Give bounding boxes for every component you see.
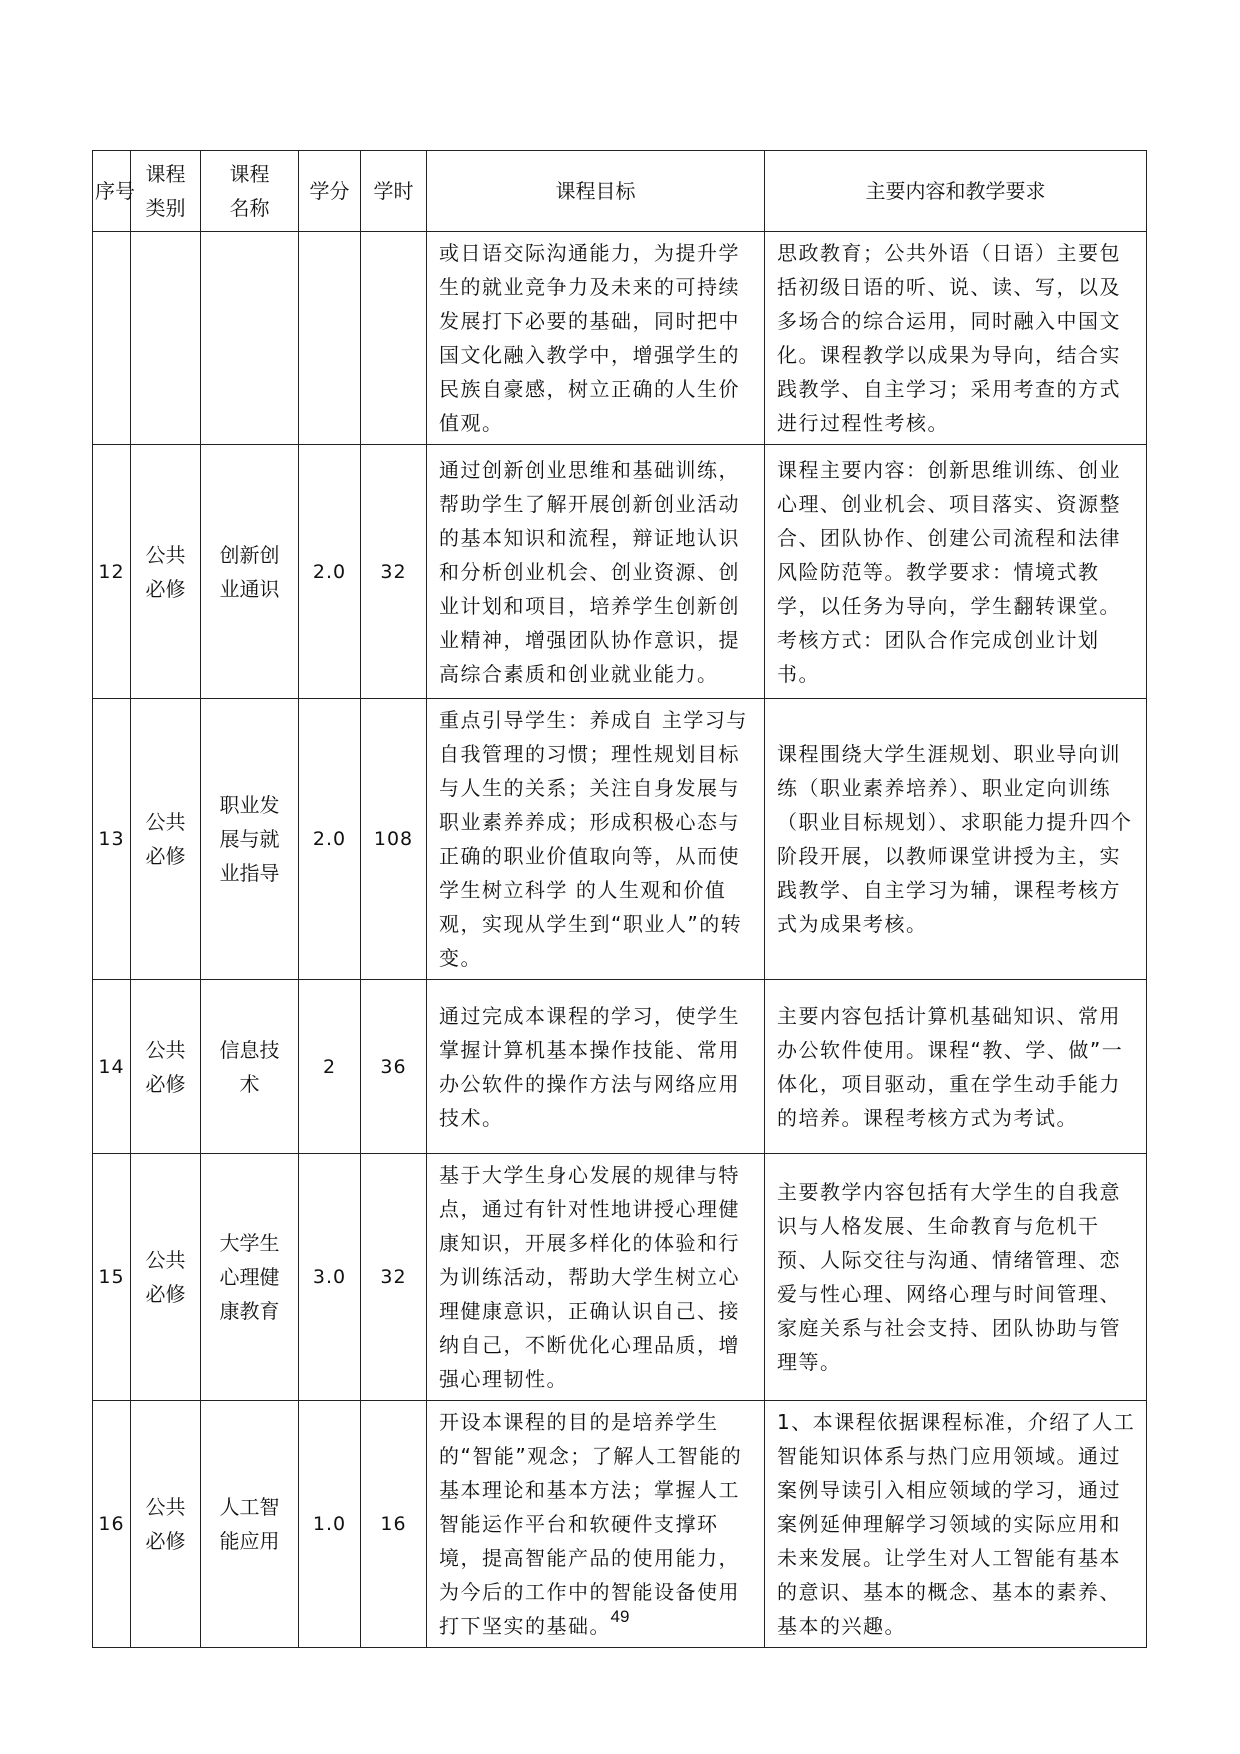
cell-credit: 1.0 <box>299 1401 361 1648</box>
cell-name: 创新创业通识 <box>201 445 299 699</box>
cell-credit: 2.0 <box>299 699 361 980</box>
cell-index: 14 <box>93 980 131 1154</box>
table-row <box>93 699 1147 980</box>
cell-content: 课程主要内容：创新思维训练、创业心理、创业机会、项目落实、资源整合、团队协作、创建公司流程和法律风险防范等。教学要求：情境式教学，以任务为导向，学生翻转课堂。考核方式：团队合作完成创业计划书。 <box>765 445 1147 699</box>
page-number: 49 <box>610 1607 630 1626</box>
cell-name <box>201 232 299 445</box>
cell-hours: 32 <box>361 445 427 699</box>
cell-content: 1、本课程依据课程标准，介绍了人工智能知识体系与热门应用领域。通过案例导读引入相应领域的学习，通过案例延伸理解学习领域的实际应用和未来发展。让学生对人工智能有基本的意识、基本的概念、基本的素养、基本的兴趣。 <box>765 1401 1147 1648</box>
cell-content: 思政教育；公共外语（日语）主要包括初级日语的听、说、读、写，以及多场合的综合运用，同时融入中国文化。课程教学以成果为导向，结合实践教学、自主学习；采用考查的方式进行过程性考核。 <box>765 232 1147 445</box>
cell-category <box>131 232 201 445</box>
header-index: 序号 <box>93 151 131 232</box>
table-row <box>93 1154 1147 1401</box>
cell-goal: 或日语交际沟通能力，为提升学生的就业竞争力及未来的可持续发展打下必要的基础，同时把中国文化融入教学中，增强学生的民族自豪感，树立正确的人生价值观。 <box>427 232 765 445</box>
cell-category: 公共必修 <box>131 1154 201 1401</box>
cell-category: 公共必修 <box>131 699 201 980</box>
cell-category: 公共必修 <box>131 445 201 699</box>
table-row <box>93 980 1147 1154</box>
cell-credit: 2.0 <box>299 445 361 699</box>
header-content: 主要内容和教学要求 <box>765 151 1147 232</box>
cell-content: 主要内容包括计算机基础知识、常用办公软件使用。课程“教、学、做”一体化，项目驱动，重在学生动手能力的培养。课程考核方式为考试。 <box>765 980 1147 1154</box>
cell-index: 16 <box>93 1401 131 1648</box>
cell-index: 13 <box>93 699 131 980</box>
table-row <box>93 232 1147 445</box>
cell-name: 大学生心理健康教育 <box>201 1154 299 1401</box>
cell-goal: 通过完成本课程的学习，使学生掌握计算机基本操作技能、常用办公软件的操作方法与网络应用技术。 <box>427 980 765 1154</box>
cell-credit: 3.0 <box>299 1154 361 1401</box>
header-category: 课程类别 <box>131 151 201 232</box>
cell-goal: 基于大学生身心发展的规律与特点，通过有针对性地讲授心理健康知识，开展多样化的体验和行为训练活动，帮助大学生树立心理健康意识，正确认识自己、接纳自己，不断优化心理品质，增强心理韧性。 <box>427 1154 765 1401</box>
cell-credit: 2 <box>299 980 361 1154</box>
cell-hours <box>361 232 427 445</box>
header-credit: 学分 <box>299 151 361 232</box>
cell-goal: 开设本课程的目的是培养学生的“智能”观念；了解人工智能的基本理论和基本方法；掌握人工智能运作平台和软硬件支撑环境，提高智能产品的使用能力，为今后的工作中的智能设备使用打下坚实的基础。 <box>427 1401 765 1648</box>
course-table <box>92 150 1147 1648</box>
cell-hours: 16 <box>361 1401 427 1648</box>
header-hours: 学时 <box>361 151 427 232</box>
cell-index: 12 <box>93 445 131 699</box>
header-name: 课程名称 <box>201 151 299 232</box>
cell-category: 公共必修 <box>131 980 201 1154</box>
header-goal: 课程目标 <box>427 151 765 232</box>
cell-category: 公共必修 <box>131 1401 201 1648</box>
cell-index: 15 <box>93 1154 131 1401</box>
cell-hours: 32 <box>361 1154 427 1401</box>
cell-name: 信息技术 <box>201 980 299 1154</box>
cell-goal: 重点引导学生：养成自 主学习与自我管理的习惯；理性规划目标与人生的关系；关注自身发展与职业素养养成；形成积极心态与正确的职业价值取向等，从而使学生树立科学 的人生观和价值观，实现从学生到“职业人”的转变。 <box>427 699 765 980</box>
cell-name: 人工智能应用 <box>201 1401 299 1648</box>
cell-content: 课程围绕大学生涯规划、职业导向训练（职业素养培养）、职业定向训练（职业目标规划）、求职能力提升四个阶段开展，以教师课堂讲授为主，实践教学、自主学习为辅，课程考核方式为成果考核。 <box>765 699 1147 980</box>
cell-hours: 108 <box>361 699 427 980</box>
table-header-row <box>93 151 1147 232</box>
cell-hours: 36 <box>361 980 427 1154</box>
cell-goal: 通过创新创业思维和基础训练，帮助学生了解开展创新创业活动的基本知识和流程，辩证地认识和分析创业机会、创业资源、创业计划和项目，培养学生创新创业精神，增强团队协作意识，提高综合素质和创业就业能力。 <box>427 445 765 699</box>
table-row <box>93 445 1147 699</box>
cell-credit <box>299 232 361 445</box>
cell-content: 主要教学内容包括有大学生的自我意识与人格发展、生命教育与危机干预、人际交往与沟通、情绪管理、恋爱与性心理、网络心理与时间管理、家庭关系与社会支持、团队协助与管理等。 <box>765 1154 1147 1401</box>
cell-index <box>93 232 131 445</box>
cell-name: 职业发展与就业指导 <box>201 699 299 980</box>
